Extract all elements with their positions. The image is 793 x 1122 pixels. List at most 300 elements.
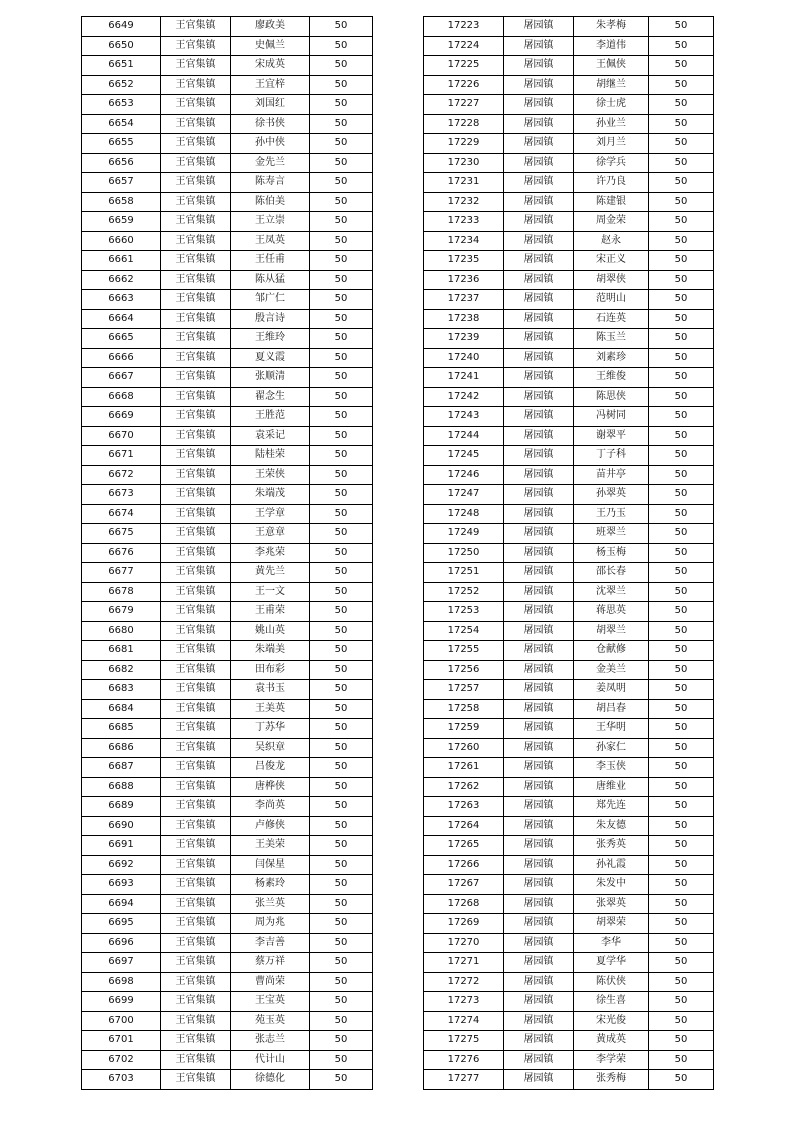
name-cell: 黄成英 [574,1031,649,1051]
town-cell: 王官集镇 [161,563,231,583]
table-row [82,816,373,836]
amount-cell: 50 [310,290,373,310]
amount-cell: 50 [310,95,373,115]
amount-cell: 50 [310,543,373,563]
name-cell: 唐桦侠 [231,777,310,797]
id-cell: 17276 [424,1050,504,1070]
table-row [424,836,714,856]
table-row [82,1031,373,1051]
amount-cell: 50 [310,192,373,212]
id-cell: 17265 [424,836,504,856]
amount-cell: 50 [310,816,373,836]
id-cell: 17224 [424,36,504,56]
amount-cell: 50 [310,582,373,602]
town-cell: 屠园镇 [504,953,574,973]
name-cell: 陆桂荣 [231,446,310,466]
name-cell: 胡翠兰 [574,621,649,641]
town-cell: 屠园镇 [504,251,574,271]
id-cell: 6681 [82,641,161,661]
amount-cell: 50 [310,1031,373,1051]
table-row [424,485,714,505]
id-cell: 17258 [424,699,504,719]
table-row [424,75,714,95]
town-cell: 王官集镇 [161,894,231,914]
name-cell: 王立崇 [231,212,310,232]
id-cell: 6700 [82,1011,161,1031]
table-row [424,290,714,310]
town-cell: 屠园镇 [504,465,574,485]
town-cell: 王官集镇 [161,543,231,563]
amount-cell: 50 [649,212,714,232]
table-row [82,387,373,407]
amount-cell: 50 [310,738,373,758]
name-cell: 孙中侠 [231,134,310,154]
id-cell: 6674 [82,504,161,524]
id-cell: 6682 [82,660,161,680]
town-cell: 屠园镇 [504,1031,574,1051]
name-cell: 夏学华 [574,953,649,973]
amount-cell: 50 [310,504,373,524]
id-cell: 6649 [82,17,161,37]
name-cell: 闫保星 [231,855,310,875]
name-cell: 蒋思英 [574,602,649,622]
amount-cell: 50 [649,485,714,505]
town-cell: 屠园镇 [504,719,574,739]
amount-cell: 50 [649,153,714,173]
id-cell: 6660 [82,231,161,251]
id-cell: 6662 [82,270,161,290]
name-cell: 张秀英 [574,836,649,856]
amount-cell: 50 [310,680,373,700]
id-cell: 6693 [82,875,161,895]
name-cell: 王维俊 [574,368,649,388]
id-cell: 6683 [82,680,161,700]
name-cell: 王意章 [231,524,310,544]
id-cell: 17228 [424,114,504,134]
table-row [82,465,373,485]
id-cell: 17225 [424,56,504,76]
amount-cell: 50 [649,894,714,914]
name-cell: 李华 [574,933,649,953]
name-cell: 徐书侠 [231,114,310,134]
table-row [424,602,714,622]
town-cell: 王官集镇 [161,56,231,76]
table-row [424,855,714,875]
id-cell: 17251 [424,563,504,583]
id-cell: 17243 [424,407,504,427]
id-cell: 17256 [424,660,504,680]
name-cell: 刘月兰 [574,134,649,154]
table-row [424,875,714,895]
id-cell: 6661 [82,251,161,271]
name-cell: 张兰英 [231,894,310,914]
town-cell: 王官集镇 [161,17,231,37]
table-row [424,407,714,427]
town-cell: 屠园镇 [504,173,574,193]
table-row [82,660,373,680]
table-row [424,992,714,1012]
amount-cell: 50 [649,992,714,1012]
amount-cell: 50 [649,875,714,895]
amount-cell: 50 [649,173,714,193]
town-cell: 屠园镇 [504,75,574,95]
town-cell: 王官集镇 [161,504,231,524]
table-row [424,387,714,407]
town-cell: 屠园镇 [504,407,574,427]
name-cell: 徐生喜 [574,992,649,1012]
amount-cell: 50 [649,348,714,368]
town-cell: 王官集镇 [161,114,231,134]
amount-cell: 50 [310,641,373,661]
amount-cell: 50 [310,465,373,485]
town-cell: 屠园镇 [504,738,574,758]
name-cell: 许乃良 [574,173,649,193]
amount-cell: 50 [310,212,373,232]
town-cell: 王官集镇 [161,485,231,505]
amount-cell: 50 [649,114,714,134]
town-cell: 王官集镇 [161,738,231,758]
amount-cell: 50 [649,270,714,290]
id-cell: 17235 [424,251,504,271]
name-cell: 班翠兰 [574,524,649,544]
name-cell: 石连英 [574,309,649,329]
table-row [424,1031,714,1051]
name-cell: 陈伯美 [231,192,310,212]
town-cell: 王官集镇 [161,231,231,251]
town-cell: 屠园镇 [504,426,574,446]
id-cell: 6657 [82,173,161,193]
amount-cell: 50 [649,504,714,524]
id-cell: 6650 [82,36,161,56]
id-cell: 17229 [424,134,504,154]
name-cell: 黄先兰 [231,563,310,583]
name-cell: 朱端茂 [231,485,310,505]
town-cell: 王官集镇 [161,855,231,875]
name-cell: 王华明 [574,719,649,739]
town-cell: 屠园镇 [504,1070,574,1090]
name-cell: 王宜梓 [231,75,310,95]
name-cell: 孙礼霞 [574,855,649,875]
table-row [424,17,714,37]
town-cell: 屠园镇 [504,114,574,134]
table-row [82,348,373,368]
name-cell: 田布彩 [231,660,310,680]
name-cell: 袁书玉 [231,680,310,700]
town-cell: 王官集镇 [161,641,231,661]
table-row [424,797,714,817]
table-row [424,134,714,154]
table-row [82,641,373,661]
table-row [424,465,714,485]
name-cell: 王美英 [231,699,310,719]
name-cell: 张顺清 [231,368,310,388]
amount-cell: 50 [310,231,373,251]
id-cell: 17273 [424,992,504,1012]
amount-cell: 50 [649,446,714,466]
id-cell: 17237 [424,290,504,310]
table-row [82,855,373,875]
amount-cell: 50 [310,563,373,583]
amount-cell: 50 [310,153,373,173]
name-cell: 周为兆 [231,914,310,934]
name-cell: 宋成英 [231,56,310,76]
name-cell: 张志兰 [231,1031,310,1051]
amount-cell: 50 [310,777,373,797]
id-cell: 6655 [82,134,161,154]
name-cell: 冯树同 [574,407,649,427]
amount-cell: 50 [310,407,373,427]
town-cell: 屠园镇 [504,153,574,173]
table-row [424,426,714,446]
town-cell: 王官集镇 [161,251,231,271]
id-cell: 17262 [424,777,504,797]
table-row [82,56,373,76]
table-row [82,270,373,290]
town-cell: 屠园镇 [504,972,574,992]
amount-cell: 50 [649,17,714,37]
name-cell: 王美荣 [231,836,310,856]
town-cell: 屠园镇 [504,758,574,778]
name-cell: 刘素珍 [574,348,649,368]
town-cell: 屠园镇 [504,1050,574,1070]
table-row [82,95,373,115]
id-cell: 6658 [82,192,161,212]
name-cell: 姜凤明 [574,680,649,700]
name-cell: 孙翠英 [574,485,649,505]
id-cell: 6702 [82,1050,161,1070]
amount-cell: 50 [310,719,373,739]
amount-cell: 50 [310,894,373,914]
id-cell: 6665 [82,329,161,349]
id-cell: 6672 [82,465,161,485]
town-cell: 王官集镇 [161,972,231,992]
name-cell: 张秀梅 [574,1070,649,1090]
town-cell: 屠园镇 [504,56,574,76]
table-row [424,524,714,544]
table-row [424,777,714,797]
name-cell: 袁采记 [231,426,310,446]
id-cell: 17236 [424,270,504,290]
town-cell: 屠园镇 [504,485,574,505]
town-cell: 屠园镇 [504,524,574,544]
town-cell: 屠园镇 [504,231,574,251]
amount-cell: 50 [649,563,714,583]
town-cell: 王官集镇 [161,368,231,388]
town-cell: 王官集镇 [161,524,231,544]
town-cell: 屠园镇 [504,602,574,622]
left-table [81,16,373,1090]
town-cell: 王官集镇 [161,680,231,700]
id-cell: 6698 [82,972,161,992]
name-cell: 姚山英 [231,621,310,641]
id-cell: 6668 [82,387,161,407]
table-row [424,251,714,271]
name-cell: 李吉善 [231,933,310,953]
amount-cell: 50 [310,992,373,1012]
table-row [424,348,714,368]
table-row [82,738,373,758]
right-table-body [424,17,714,1090]
table-row [82,1070,373,1090]
name-cell: 陈寿言 [231,173,310,193]
table-row [82,407,373,427]
table-row [82,251,373,271]
table-row [424,329,714,349]
amount-cell: 50 [649,797,714,817]
amount-cell: 50 [310,1011,373,1031]
table-row [82,290,373,310]
town-cell: 屠园镇 [504,17,574,37]
id-cell: 17277 [424,1070,504,1090]
name-cell: 王宝英 [231,992,310,1012]
table-row [82,192,373,212]
id-cell: 17272 [424,972,504,992]
name-cell: 王凤英 [231,231,310,251]
id-cell: 17232 [424,192,504,212]
name-cell: 王维玲 [231,329,310,349]
table-row [424,660,714,680]
town-cell: 屠园镇 [504,36,574,56]
id-cell: 17231 [424,173,504,193]
table-row [424,270,714,290]
id-cell: 6679 [82,602,161,622]
town-cell: 王官集镇 [161,446,231,466]
name-cell: 仓献修 [574,641,649,661]
id-cell: 17223 [424,17,504,37]
table-row [424,36,714,56]
town-cell: 王官集镇 [161,836,231,856]
table-row [82,758,373,778]
table-row [82,504,373,524]
id-cell: 6694 [82,894,161,914]
town-cell: 王官集镇 [161,953,231,973]
table-row [82,114,373,134]
amount-cell: 50 [649,660,714,680]
town-cell: 王官集镇 [161,270,231,290]
town-cell: 王官集镇 [161,582,231,602]
table-row [424,719,714,739]
table-row [424,972,714,992]
table-row [82,972,373,992]
town-cell: 屠园镇 [504,816,574,836]
amount-cell: 50 [310,933,373,953]
amount-cell: 50 [649,524,714,544]
town-cell: 王官集镇 [161,348,231,368]
town-cell: 王官集镇 [161,1011,231,1031]
name-cell: 徐士虎 [574,95,649,115]
town-cell: 王官集镇 [161,933,231,953]
table-row [82,719,373,739]
town-cell: 屠园镇 [504,446,574,466]
name-cell: 邵长春 [574,563,649,583]
name-cell: 夏义霞 [231,348,310,368]
amount-cell: 50 [649,290,714,310]
table-row [82,914,373,934]
table-row [424,114,714,134]
id-cell: 6669 [82,407,161,427]
name-cell: 唐维业 [574,777,649,797]
id-cell: 6701 [82,1031,161,1051]
name-cell: 苗井亭 [574,465,649,485]
id-cell: 6703 [82,1070,161,1090]
name-cell: 王任甫 [231,251,310,271]
id-cell: 17275 [424,1031,504,1051]
name-cell: 陈思侠 [574,387,649,407]
id-cell: 17247 [424,485,504,505]
id-cell: 17240 [424,348,504,368]
id-cell: 17234 [424,231,504,251]
name-cell: 陈从猛 [231,270,310,290]
id-cell: 17230 [424,153,504,173]
town-cell: 屠园镇 [504,992,574,1012]
amount-cell: 50 [310,17,373,37]
amount-cell: 50 [649,134,714,154]
id-cell: 17249 [424,524,504,544]
id-cell: 17233 [424,212,504,232]
table-row [424,192,714,212]
name-cell: 赵永 [574,231,649,251]
amount-cell: 50 [649,641,714,661]
id-cell: 17245 [424,446,504,466]
table-row [82,621,373,641]
table-row [82,134,373,154]
id-cell: 6671 [82,446,161,466]
town-cell: 王官集镇 [161,387,231,407]
table-row [424,1070,714,1090]
name-cell: 徐德化 [231,1070,310,1090]
id-cell: 6651 [82,56,161,76]
amount-cell: 50 [649,95,714,115]
amount-cell: 50 [310,56,373,76]
town-cell: 屠园镇 [504,641,574,661]
amount-cell: 50 [649,816,714,836]
id-cell: 17241 [424,368,504,388]
name-cell: 王胜范 [231,407,310,427]
amount-cell: 50 [649,699,714,719]
table-row [424,56,714,76]
town-cell: 屠园镇 [504,699,574,719]
id-cell: 6692 [82,855,161,875]
amount-cell: 50 [649,1050,714,1070]
town-cell: 屠园镇 [504,543,574,563]
amount-cell: 50 [310,758,373,778]
id-cell: 6687 [82,758,161,778]
town-cell: 王官集镇 [161,173,231,193]
name-cell: 胡翠荣 [574,914,649,934]
town-cell: 屠园镇 [504,621,574,641]
town-cell: 王官集镇 [161,758,231,778]
town-cell: 屠园镇 [504,212,574,232]
town-cell: 王官集镇 [161,309,231,329]
amount-cell: 50 [649,621,714,641]
table-row [424,212,714,232]
amount-cell: 50 [310,387,373,407]
name-cell: 陈伏侠 [574,972,649,992]
table-row [82,1050,373,1070]
town-cell: 屠园镇 [504,504,574,524]
amount-cell: 50 [310,251,373,271]
table-row [82,309,373,329]
name-cell: 范明山 [574,290,649,310]
amount-cell: 50 [649,426,714,446]
id-cell: 17244 [424,426,504,446]
id-cell: 6685 [82,719,161,739]
name-cell: 朱友德 [574,816,649,836]
amount-cell: 50 [649,680,714,700]
id-cell: 17259 [424,719,504,739]
table-row [424,758,714,778]
town-cell: 屠园镇 [504,348,574,368]
